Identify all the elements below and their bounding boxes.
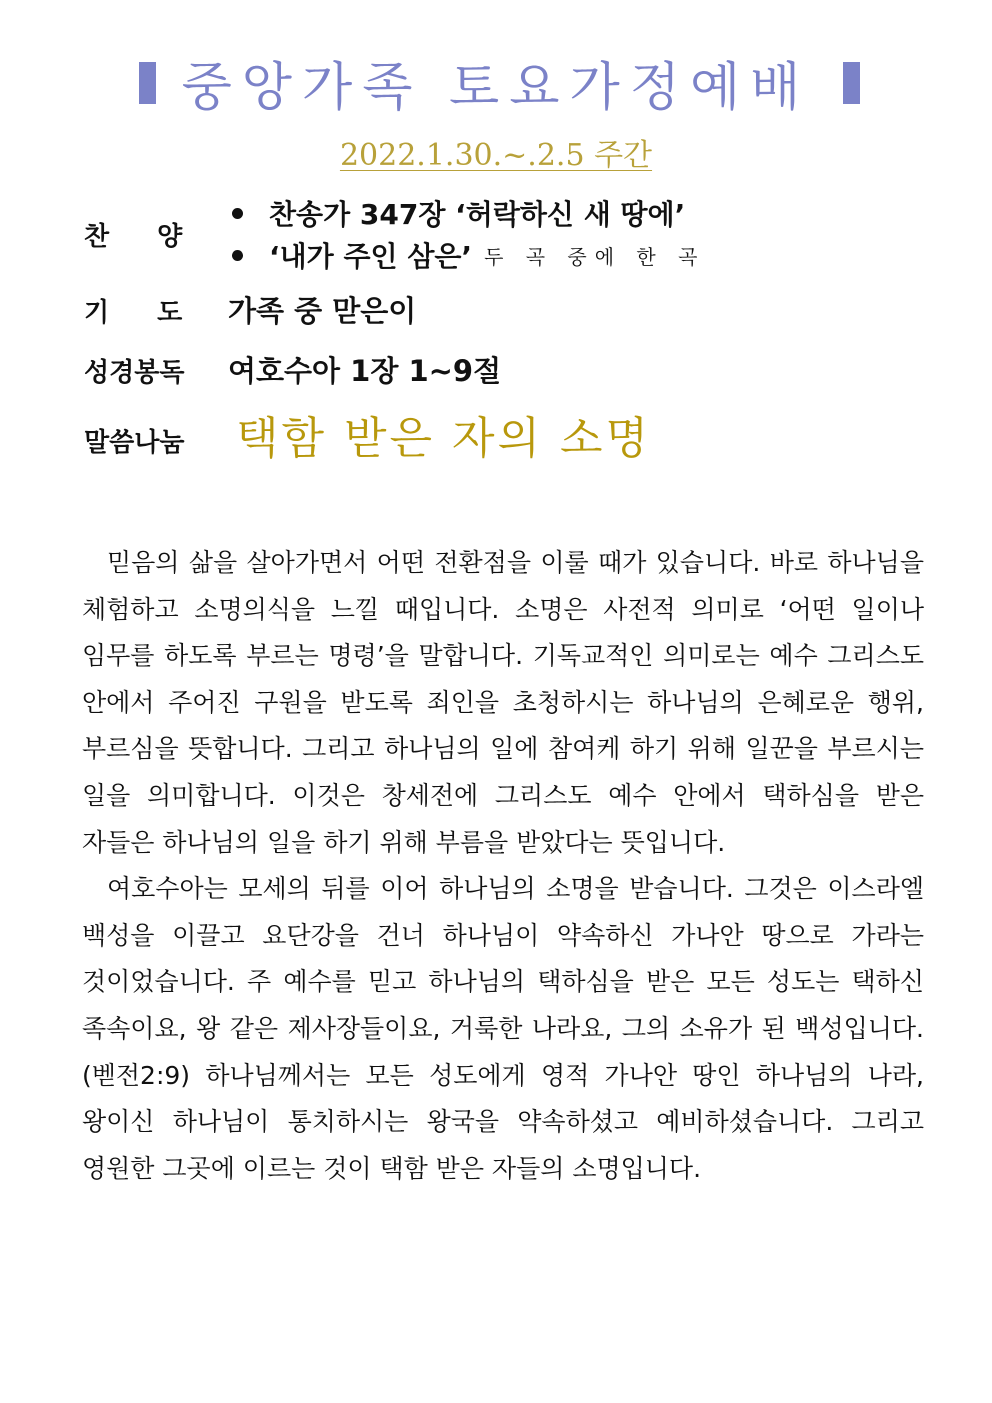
title-right-bar-decoration — [843, 62, 860, 104]
bullet-icon — [232, 250, 243, 261]
hymn-list — [226, 192, 705, 276]
title-row — [0, 44, 992, 120]
prayer-label: 기도 — [84, 298, 231, 328]
hymn-item — [226, 192, 705, 234]
body-paragraph: 믿음의 삶을 살아가면서 어떤 전환점을 이룰 때가 있습니다. 바로 하나님을 체험하고 소명의식을 느낄 때입니다. 소명은 사전적 의미로 ‘어떤 일이나 임무를 하도록 부르는 명령’을 말합니다. 기독교적인 의미로는 예수 그리스도 안에서 주어진 구원을 받도록 죄인을 초청하시는 하나님의 은혜로운 행위, 부르심을 뜻합니다. 그리고 하나님의 일에 참여케 하기 위해 일꾼을 부르시는 일을 의미합니다. 이것은 창세전에 그리스도 예수 안에서 택하심을 받은 자들은 하나님의 일을 하기 위해 부름을 받았다는 뜻입니다. — [82, 548, 924, 857]
reading-label: 성경봉독 — [84, 358, 185, 388]
sermon-label: 말씀나눔 — [84, 428, 185, 458]
hymn-note: 두 곡 중에 한 곡 — [484, 244, 706, 269]
reading-value: 여호수아 1장 1~9절 — [228, 354, 502, 388]
title-left-bar-decoration — [139, 62, 156, 104]
sermon-body — [82, 540, 924, 1192]
hymn-title: 찬송가 347장 ‘허락하신 새 땅에’ — [269, 198, 686, 231]
hymn-label: 찬양 — [84, 222, 231, 252]
sermon-title: 택함 받은 자의 소명 — [236, 413, 651, 464]
hymn-title: ‘내가 주인 삼은’ — [269, 240, 473, 273]
prayer-value: 가족 중 맏은이 — [228, 294, 417, 328]
bullet-icon — [232, 208, 243, 219]
date-row — [0, 130, 992, 174]
body-paragraph: 여호수아는 모세의 뒤를 이어 하나님의 소명을 받습니다. 그것은 이스라엘 백성을 이끌고 요단강을 건너 하나님이 약속하신 가나안 땅으로 가라는 것이었습니다. 주 예수를 믿고 하나님의 택하심을 받은 모든 성도는 택하신 족속이요, 왕 같은 제사장들이요, 거룩한 나라요, 그의 소유가 된 백성입니다.(벧전2:9) 하나님께서는 모든 성도에게 영적 가나안 땅인 하나님의 나라, 왕이신 하나님이 통치하시는 왕국을 약속하셨고 예비하셨습니다. 그리고 영원한 그곳에 이르는 것이 택함 받은 자들의 소명입니다. — [82, 874, 924, 1183]
hymn-item — [226, 234, 705, 276]
page-title: 중앙가족 토요가정예배 — [181, 57, 811, 118]
week-date: 2022.1.30.~.2.5 주간 — [339, 138, 653, 173]
